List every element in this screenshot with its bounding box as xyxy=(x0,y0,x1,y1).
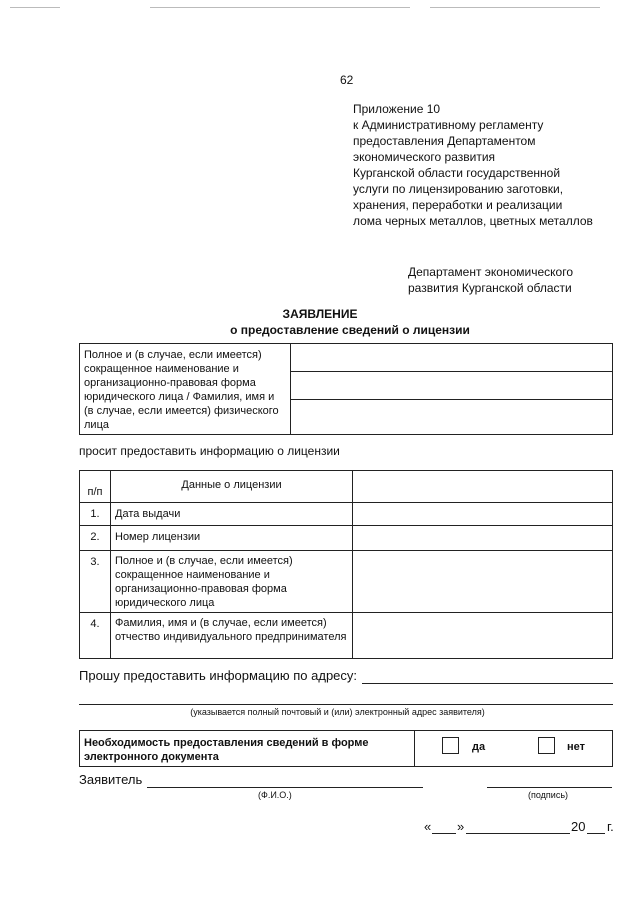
header-data: Данные о лицензии xyxy=(181,479,282,491)
table-row xyxy=(80,503,613,526)
yes-checkbox[interactable] xyxy=(442,737,459,754)
appendix-block xyxy=(353,101,633,229)
appendix-line: к Административному регламенту xyxy=(353,118,544,132)
row-label: Полное и (в случае, если имеется) сокращенное наименование и организационно-правовая форма юридического лица xyxy=(115,555,293,609)
row-label-cell xyxy=(111,613,353,659)
electronic-label: Необходимость предоставления сведений в форме электронного документа xyxy=(84,737,369,763)
request-text: просит предоставить информацию о лицензии xyxy=(79,444,340,458)
table-row xyxy=(80,613,613,659)
appendix-line: экономического развития xyxy=(353,150,496,164)
address-line-1[interactable] xyxy=(362,683,613,684)
appendix-line: хранения, переработки и реализации xyxy=(353,198,563,212)
header-num-cell xyxy=(80,471,111,503)
applicant-label: Полное и (в случае, если имеется) сокращенное наименование и организационно-правовая форма юридического лица / Фамилия, имя и (в случае, если имеется) физического лица xyxy=(84,349,279,431)
row-value-date[interactable] xyxy=(353,503,613,526)
row-num: 3. xyxy=(90,556,100,568)
electronic-table xyxy=(79,730,613,767)
row-value-entrepreneur[interactable] xyxy=(353,613,613,659)
recipient-line: Департамент экономического xyxy=(408,265,574,279)
applicant-label-cell xyxy=(80,344,291,435)
signature-hint: (подпись) xyxy=(528,790,569,800)
page-number: 62 xyxy=(340,73,354,87)
document-subtitle: о предоставление сведений о лицензии xyxy=(230,323,470,337)
address-label: Прошу предоставить информацию по адресу: xyxy=(79,668,358,683)
scan-edge-line xyxy=(10,7,60,8)
row-num-cell xyxy=(80,526,111,551)
header-data-cell xyxy=(111,471,353,503)
recipient-block xyxy=(408,264,628,296)
row-num: 1. xyxy=(90,508,100,520)
date-open-quote: « xyxy=(424,819,432,834)
address-hint: (указывается полный почтовый и (или) электронный адрес заявителя) xyxy=(190,707,485,717)
address-line-2[interactable] xyxy=(79,704,613,705)
yes-label: да xyxy=(472,741,486,753)
row-value-number[interactable] xyxy=(353,526,613,551)
applicant-field-2[interactable] xyxy=(291,372,613,400)
fio-line[interactable] xyxy=(147,787,423,788)
electronic-label-cell xyxy=(80,731,415,767)
document-title: ЗАЯВЛЕНИЕ xyxy=(282,307,358,321)
appendix-line: предоставления Департаментом xyxy=(353,134,536,148)
appendix-line: услуги по лицензированию заготовки, xyxy=(353,182,564,196)
scan-edge-line xyxy=(150,7,410,8)
row-num: 2. xyxy=(90,531,100,543)
row-num-cell xyxy=(80,551,111,613)
applicant-field-3[interactable] xyxy=(291,400,613,435)
date-close-quote: » xyxy=(457,819,465,834)
row-num-cell xyxy=(80,503,111,526)
row-label: Номер лицензии xyxy=(115,531,201,543)
license-table xyxy=(79,470,613,659)
applicant-table xyxy=(79,343,613,435)
date-year-prefix: 20 xyxy=(571,819,586,834)
date-day-line[interactable] xyxy=(432,833,456,834)
appendix-line: лома черных металлов, цветных металлов xyxy=(353,214,593,228)
row-label: Дата выдачи xyxy=(115,508,181,520)
no-checkbox[interactable] xyxy=(538,737,555,754)
table-row xyxy=(80,526,613,551)
row-label-cell xyxy=(111,551,353,613)
appendix-line: Курганской области государственной xyxy=(353,166,561,180)
date-year-suffix: г. xyxy=(607,819,614,834)
scan-edge-line xyxy=(430,7,600,8)
applicant-label: Заявитель xyxy=(79,772,143,787)
fio-hint: (Ф.И.О.) xyxy=(258,790,292,800)
no-label: нет xyxy=(567,741,586,753)
header-value-cell xyxy=(353,471,613,503)
recipient-line: развития Курганской области xyxy=(408,281,572,295)
applicant-field-1[interactable] xyxy=(291,344,613,372)
signature-line[interactable] xyxy=(487,787,612,788)
row-value-org-name[interactable] xyxy=(353,551,613,613)
table-row xyxy=(80,551,613,613)
appendix-line: Приложение 10 xyxy=(353,102,441,116)
date-month-line[interactable] xyxy=(466,833,570,834)
header-num: п/п xyxy=(87,485,103,498)
row-label-cell xyxy=(111,503,353,526)
row-label-cell xyxy=(111,526,353,551)
date-year-line[interactable] xyxy=(587,833,605,834)
row-num-cell xyxy=(80,613,111,659)
row-num: 4. xyxy=(90,618,100,630)
row-label: Фамилия, имя и (в случае, если имеется) отчество индивидуального предпринимателя xyxy=(115,617,347,643)
electronic-options-cell xyxy=(415,731,613,767)
